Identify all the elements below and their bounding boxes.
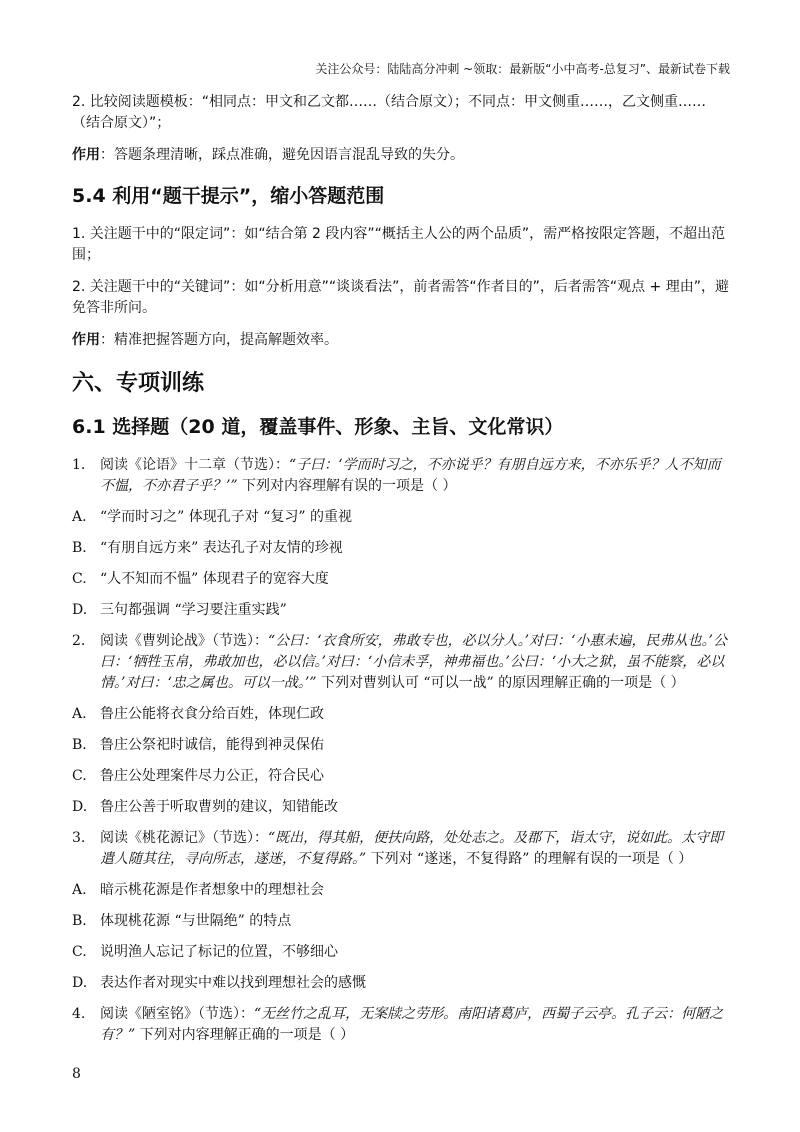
question-source: 阅读《陋室铭》（节选）：: [100, 1006, 254, 1022]
option-text: 鲁庄公祭祀时诚信，能得到神灵保佑: [100, 737, 324, 753]
answer-option: [72, 911, 732, 932]
option-letter: D.: [72, 975, 88, 991]
effect-label: 作用: [72, 332, 100, 348]
question-text: [100, 455, 732, 497]
effect-label: 作用: [72, 147, 100, 163]
template-item-2: 2. 比较阅读题模板：“相同点：甲文和乙文都……（结合原文）；不同点：甲文侧重……，乙文侧重……（结合原文）”；: [72, 94, 707, 131]
effect-text: ：精准把握答题方向，提高解题效率。: [100, 332, 338, 348]
question-quote: “公曰：‘衣食所安，弗敢专也，必以分人。’对曰：‘小惠未遍，民弗从也。’公曰：‘牺牲玉帛，弗敢加也，必以信。’对曰：‘小信未孚，神弗福也。’公曰：‘小大之狱，虽不能察，必以情。’对曰：‘忠之属也。可以一战。’”: [100, 633, 727, 691]
question-stem: [72, 828, 732, 870]
option-letter: D.: [72, 602, 88, 618]
effect-note-1: [72, 145, 732, 166]
page-header: 关注公众号：陆陆高分冲刺 ~领取：最新版“小中高考-总复习”、最新试卷下载: [315, 62, 730, 76]
question-text: [100, 631, 732, 694]
option-letter: C.: [72, 944, 87, 960]
option-text: 表达作者对现实中难以找到理想社会的感慨: [100, 975, 366, 991]
effect-text: ：答题条理清晰，踩点准确，避免因语言混乱导致的失分。: [100, 147, 464, 163]
option-letter: C.: [72, 571, 87, 587]
option-letter: A.: [72, 509, 87, 525]
question-quote: “子曰：‘学而时习之，不亦说乎？有朋自远方来，不亦乐乎？人不知而不愠，不亦君子乎？’”: [100, 457, 721, 494]
option-text: 鲁庄公处理案件尽力公正，符合民心: [100, 768, 324, 784]
answer-option: [72, 766, 732, 787]
option-text: “有朋自远方来” 表达孔子对友情的珍视: [100, 540, 343, 556]
section-6-title: 六、专项训练: [72, 371, 205, 396]
question-stem: [72, 1004, 732, 1046]
s54-item-1: 1. 关注题干中的“限定词”：如“结合第 2 段内容”“概括主人公的两个品质”，需严格按限定答题，不超出范围；: [72, 226, 726, 263]
option-letter: B.: [72, 737, 87, 753]
question-prompt: 下列对曹刿认可 “可以一战” 的原因理解正确的一项是（ ）: [316, 675, 685, 691]
answer-option: [72, 507, 732, 528]
option-text: 鲁庄公善于听取曹刿的建议，知错能改: [100, 799, 338, 815]
question-prompt: 下列对 “遂迷，不复得路” 的理解有误的一项是（ ）: [366, 851, 693, 867]
answer-option: [72, 973, 732, 994]
document-body: [72, 92, 732, 1056]
option-text: “人不知而不愠” 体现君子的宽容大度: [100, 571, 329, 587]
question-text: [100, 1004, 732, 1046]
question-source: 阅读《论语》十二章（节选）：: [100, 457, 289, 473]
question-number: 2.: [72, 633, 86, 649]
question-list: [72, 455, 732, 1046]
question-stem: [72, 455, 732, 497]
question-number: 1.: [72, 457, 86, 473]
option-text: 体现桃花源 “与世隔绝” 的特点: [100, 913, 292, 929]
option-letter: A.: [72, 882, 87, 898]
option-text: 暗示桃花源是作者想象中的理想社会: [100, 882, 324, 898]
option-text: 鲁庄公能将衣食分给百姓，体现仁政: [100, 706, 324, 722]
section-5-4-title: 5.4 利用“题干提示”，缩小答题范围: [72, 185, 385, 207]
question-source: 阅读《曹刿论战》（节选）：: [100, 633, 268, 649]
option-letter: B.: [72, 540, 87, 556]
effect-note-2: [72, 330, 732, 351]
answer-option: [72, 600, 732, 621]
answer-option: [72, 569, 732, 590]
option-text: 三句都强调 “学习要注重实践”: [100, 602, 287, 618]
question-text: [100, 828, 732, 870]
answer-option: [72, 880, 732, 901]
answer-option: [72, 942, 732, 963]
option-letter: A.: [72, 706, 87, 722]
option-letter: C.: [72, 768, 87, 784]
question-source: 阅读《桃花源记》（节选）：: [100, 830, 268, 846]
answer-option: [72, 797, 732, 818]
question-quote: “无丝竹之乱耳，无案牍之劳形。南阳诸葛庐，西蜀子云亭。孔子云：何陋之有？”: [100, 1006, 724, 1043]
answer-option: [72, 538, 732, 559]
question-prompt: 下列对内容理解有误的一项是（ ）: [237, 478, 457, 494]
option-letter: B.: [72, 913, 87, 929]
answer-option: [72, 735, 732, 756]
option-text: 说明渔人忘记了标记的位置，不够细心: [100, 944, 338, 960]
option-letter: D.: [72, 799, 88, 815]
question-stem: [72, 631, 732, 694]
page-number: 8: [72, 1066, 81, 1082]
question-number: 4.: [72, 1006, 86, 1022]
question-quote: “既出，得其船，便扶向路，处处志之。及郡下，诣太守，说如此。太守即遣人随其往，寻向所志，遂迷，不复得路。”: [100, 830, 724, 867]
question-prompt: 下列对内容理解正确的一项是（ ）: [135, 1027, 355, 1043]
answer-option: [72, 704, 732, 725]
s54-item-2: 2. 关注题干中的“关键词”：如“分析用意”“谈谈看法”，前者需答“作者目的”，后者需答“观点 + 理由”，避免答非所问。: [72, 279, 729, 316]
question-number: 3.: [72, 830, 86, 846]
option-text: “学而时习之” 体现孔子对 “复习” 的重视: [100, 509, 352, 525]
section-6-1-title: 6.1 选择题（20 道，覆盖事件、形象、主旨、文化常识）: [72, 416, 564, 438]
